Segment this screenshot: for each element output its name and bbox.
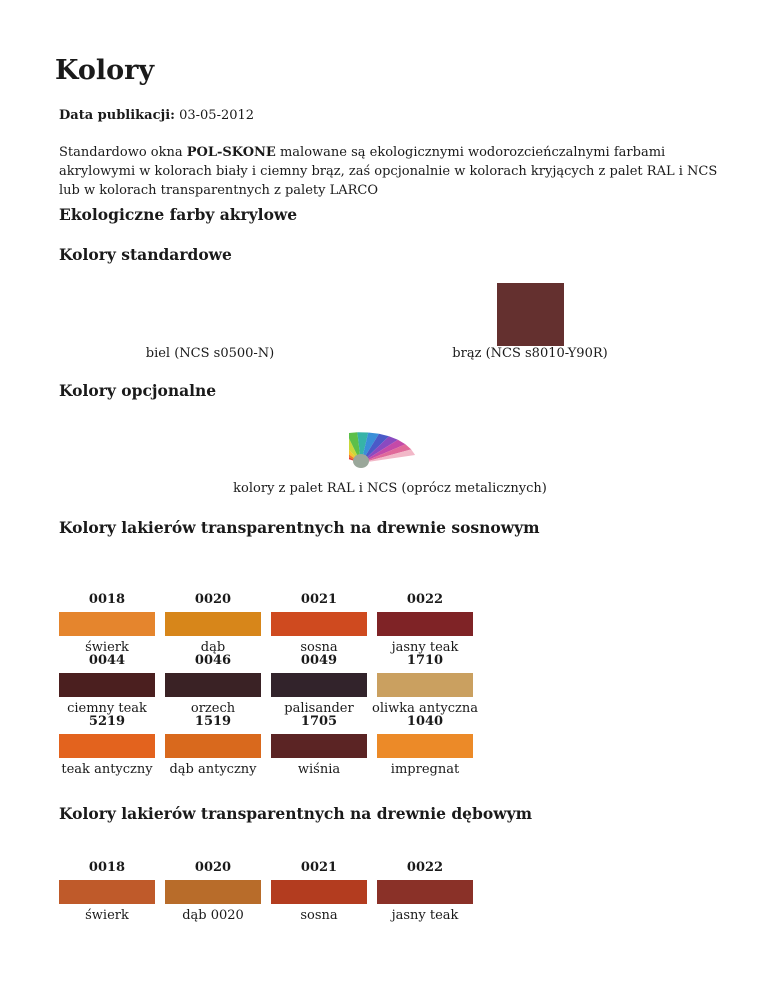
- color-name: wiśnia: [297, 762, 341, 777]
- color-code: 0022: [406, 860, 444, 875]
- pine-color-item: [372, 714, 478, 778]
- pine-color-item: [54, 592, 160, 656]
- oak-color-item: [160, 860, 266, 924]
- pine-color-item: [54, 714, 160, 778]
- color-name: sosna: [300, 908, 338, 923]
- color-name: orzech: [190, 701, 236, 716]
- color-code: 1519: [194, 714, 232, 729]
- heading-optional: Kolory opcjonalne: [59, 381, 217, 400]
- pine-color-item: [160, 592, 266, 656]
- pine-color-item: [266, 653, 372, 717]
- color-chip: [59, 673, 155, 697]
- brand-name: POL-SKONE: [186, 145, 276, 160]
- color-code: 0046: [194, 653, 232, 668]
- color-chip: [59, 612, 155, 636]
- intro-paragraph: [59, 143, 719, 200]
- brown-swatch: [497, 283, 564, 346]
- color-code: 0018: [88, 860, 126, 875]
- publication-label: Data publikacji:: [59, 108, 175, 123]
- color-chip: [59, 880, 155, 904]
- color-code: 1710: [406, 653, 444, 668]
- heading-pine: Kolory lakierów transparentnych na drewnie sosnowym: [59, 518, 540, 537]
- pine-color-item: [266, 714, 372, 778]
- color-code: 0049: [300, 653, 338, 668]
- color-chip: [165, 673, 261, 697]
- color-chip: [271, 880, 367, 904]
- pine-color-item: [54, 653, 160, 717]
- color-code: 0044: [88, 653, 126, 668]
- color-code: 5219: [88, 714, 126, 729]
- color-name: jasny teak: [391, 640, 459, 655]
- color-chip: [377, 612, 473, 636]
- color-code: 0021: [300, 592, 338, 607]
- optional-label: kolory z palet RAL i NCS (oprócz metalicznych): [233, 481, 547, 496]
- page-title: Kolory: [55, 55, 155, 86]
- color-name: dąb 0020: [182, 908, 244, 923]
- intro-text-2: malowane są ekologicznymi wodorozcieńczalnymi farbami akrylowymi w kolorach biały i ciemny brąz, zaś opcjonalnie w kolorach kryjących z palet RAL i NCS lub w kolorach transparentnych z palety LARCO: [59, 145, 718, 198]
- color-code: 0018: [88, 592, 126, 607]
- color-code: 0020: [194, 860, 232, 875]
- color-code: 1040: [406, 714, 444, 729]
- color-chip: [271, 612, 367, 636]
- color-code: 1705: [300, 714, 338, 729]
- color-chip: [165, 612, 261, 636]
- pine-color-item: [266, 592, 372, 656]
- color-name: palisander: [284, 701, 354, 716]
- pine-color-item: [372, 653, 478, 717]
- brown-label: brąz (NCS s8010-Y90R): [452, 346, 608, 361]
- white-label: biel (NCS s0500-N): [145, 346, 275, 361]
- color-chip: [59, 734, 155, 758]
- publication-date: 03-05-2012: [179, 108, 255, 123]
- color-name: jasny teak: [391, 908, 459, 923]
- pine-color-item: [160, 653, 266, 717]
- color-chip: [377, 734, 473, 758]
- color-name: ciemny teak: [67, 701, 147, 716]
- color-chip: [165, 880, 261, 904]
- color-chip: [271, 734, 367, 758]
- publication-info: [59, 106, 254, 126]
- color-name: świerk: [85, 640, 129, 655]
- color-code: 0021: [300, 860, 338, 875]
- oak-color-item: [54, 860, 160, 924]
- color-name: dąb antyczny: [169, 762, 257, 777]
- color-name: dąb: [200, 640, 226, 655]
- color-name: impregnat: [390, 762, 460, 777]
- heading-eco: Ekologiczne farby akrylowe: [59, 205, 298, 224]
- color-name: oliwka antyczna: [372, 701, 478, 716]
- color-code: 0022: [406, 592, 444, 607]
- pine-color-item: [160, 714, 266, 778]
- oak-color-item: [372, 860, 478, 924]
- color-fan-icon: [349, 431, 417, 471]
- color-chip: [165, 734, 261, 758]
- color-name: świerk: [85, 908, 129, 923]
- color-name: teak antyczny: [61, 762, 153, 777]
- heading-standard: Kolory standardowe: [59, 245, 232, 264]
- oak-color-item: [266, 860, 372, 924]
- color-chip: [377, 673, 473, 697]
- color-chip: [271, 673, 367, 697]
- pine-color-item: [372, 592, 478, 656]
- color-code: 0020: [194, 592, 232, 607]
- color-name: sosna: [300, 640, 338, 655]
- intro-text-1: Standardowo okna: [59, 145, 187, 160]
- color-chip: [377, 880, 473, 904]
- heading-oak: Kolory lakierów transparentnych na drewnie dębowym: [59, 804, 532, 823]
